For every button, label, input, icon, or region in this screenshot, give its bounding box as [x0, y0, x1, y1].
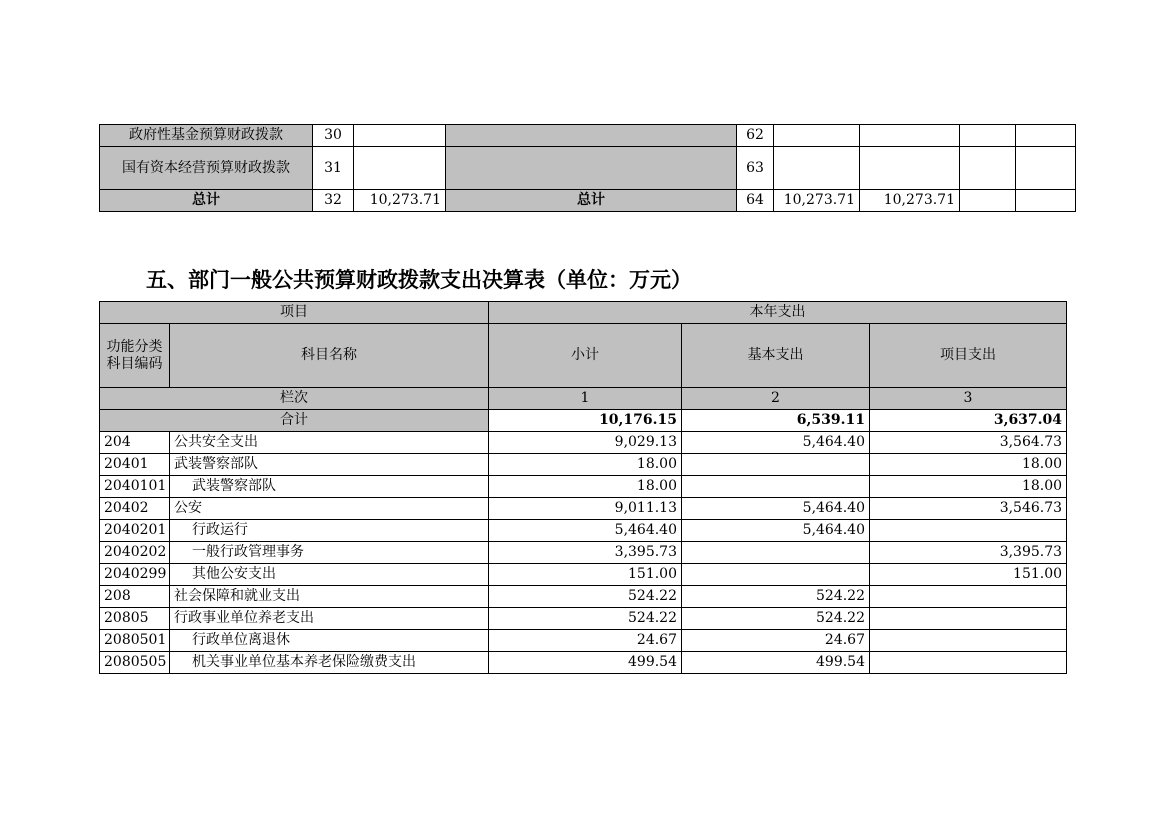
right-label	[446, 147, 737, 190]
row-name: 行政运行	[170, 520, 489, 542]
row-basic	[682, 454, 870, 476]
header-row	[100, 324, 1067, 388]
left-amount	[354, 147, 446, 190]
total-label: 合计	[100, 410, 489, 432]
row-subtotal: 18.00	[489, 454, 682, 476]
right-total-amount-b: 10,273.71	[860, 190, 960, 212]
left-label: 国有资本经营预算财政拨款	[100, 147, 313, 190]
row-subtotal: 3,395.73	[489, 542, 682, 564]
right-line-no: 64	[737, 190, 774, 212]
row-project: 18.00	[870, 476, 1067, 498]
row-name: 武装警察部队	[170, 476, 489, 498]
row-project: 151.00	[870, 564, 1067, 586]
row-project	[870, 608, 1067, 630]
table-row	[100, 125, 1076, 147]
row-name: 机关事业单位基本养老保险缴费支出	[170, 652, 489, 674]
left-total-amount: 10,273.71	[354, 190, 446, 212]
total-row	[100, 190, 1076, 212]
row-subtotal: 499.54	[489, 652, 682, 674]
expenditure-table	[99, 301, 1067, 674]
row-project	[870, 630, 1067, 652]
row-code: 2040202	[100, 542, 170, 564]
row-name: 一般行政管理事务	[170, 542, 489, 564]
right-amount-c	[960, 125, 1016, 147]
row-code: 20402	[100, 498, 170, 520]
row-subtotal: 9,011.13	[489, 498, 682, 520]
table-row	[100, 454, 1067, 476]
row-code: 2080501	[100, 630, 170, 652]
row-project: 3,395.73	[870, 542, 1067, 564]
column-number: 3	[870, 388, 1067, 410]
row-code: 204	[100, 432, 170, 454]
row-subtotal: 5,464.40	[489, 520, 682, 542]
row-code: 2040201	[100, 520, 170, 542]
right-total-amount-c	[960, 190, 1016, 212]
row-basic: 5,464.40	[682, 498, 870, 520]
header-subtotal: 小计	[489, 324, 682, 388]
total-row	[100, 410, 1067, 432]
row-code: 2040299	[100, 564, 170, 586]
row-name: 公共安全支出	[170, 432, 489, 454]
row-basic	[682, 542, 870, 564]
right-amount-a	[774, 125, 860, 147]
total-label-left: 总计	[100, 190, 313, 212]
right-amount-d	[1016, 125, 1076, 147]
column-number-row	[100, 388, 1067, 410]
header-function-code: 功能分类科目编码	[100, 324, 170, 388]
row-basic	[682, 476, 870, 498]
row-basic: 24.67	[682, 630, 870, 652]
row-project	[870, 652, 1067, 674]
row-subtotal: 524.22	[489, 608, 682, 630]
table-row	[100, 476, 1067, 498]
row-basic: 499.54	[682, 652, 870, 674]
header-subject-name: 科目名称	[170, 324, 489, 388]
column-number: 2	[682, 388, 870, 410]
column-label: 栏次	[100, 388, 489, 410]
header-row	[100, 302, 1067, 324]
table-row	[100, 498, 1067, 520]
right-label	[446, 125, 737, 147]
header-basic-expense: 基本支出	[682, 324, 870, 388]
header-item: 项目	[100, 302, 489, 324]
row-name: 行政单位离退休	[170, 630, 489, 652]
row-subtotal: 524.22	[489, 586, 682, 608]
total-basic: 6,539.11	[682, 410, 870, 432]
total-label-right: 总计	[446, 190, 737, 212]
row-subtotal: 18.00	[489, 476, 682, 498]
row-subtotal: 151.00	[489, 564, 682, 586]
table-row	[100, 652, 1067, 674]
right-amount-c	[960, 147, 1016, 190]
left-line-no: 32	[313, 190, 354, 212]
row-name: 武装警察部队	[170, 454, 489, 476]
right-line-no: 62	[737, 125, 774, 147]
left-label: 政府性基金预算财政拨款	[100, 125, 313, 147]
row-subtotal: 9,029.13	[489, 432, 682, 454]
row-code: 2040101	[100, 476, 170, 498]
row-code: 20805	[100, 608, 170, 630]
row-code: 20401	[100, 454, 170, 476]
table-row	[100, 564, 1067, 586]
row-name: 公安	[170, 498, 489, 520]
row-basic: 524.22	[682, 608, 870, 630]
table-row	[100, 542, 1067, 564]
row-basic: 5,464.40	[682, 520, 870, 542]
row-project	[870, 520, 1067, 542]
left-line-no: 31	[313, 147, 354, 190]
row-project: 18.00	[870, 454, 1067, 476]
column-number: 1	[489, 388, 682, 410]
right-amount-b	[860, 125, 960, 147]
row-project	[870, 586, 1067, 608]
header-project-expense: 项目支出	[870, 324, 1067, 388]
income-expense-summary-table	[99, 124, 1076, 212]
table-row	[100, 432, 1067, 454]
row-name: 行政事业单位养老支出	[170, 608, 489, 630]
row-basic: 5,464.40	[682, 432, 870, 454]
row-project: 3,546.73	[870, 498, 1067, 520]
table-row	[100, 608, 1067, 630]
section-title: 五、部门一般公共预算财政拨款支出决算表（单位：万元）	[146, 268, 692, 292]
left-line-no: 30	[313, 125, 354, 147]
table-row	[100, 630, 1067, 652]
table-row	[100, 147, 1076, 190]
right-amount-b	[860, 147, 960, 190]
left-amount	[354, 125, 446, 147]
total-subtotal: 10,176.15	[489, 410, 682, 432]
right-amount-d	[1016, 147, 1076, 190]
total-project: 3,637.04	[870, 410, 1067, 432]
row-name: 社会保障和就业支出	[170, 586, 489, 608]
right-total-amount-a: 10,273.71	[774, 190, 860, 212]
row-code: 2080505	[100, 652, 170, 674]
row-project: 3,564.73	[870, 432, 1067, 454]
row-code: 208	[100, 586, 170, 608]
right-amount-a	[774, 147, 860, 190]
right-total-amount-d	[1016, 190, 1076, 212]
row-subtotal: 24.67	[489, 630, 682, 652]
row-basic	[682, 564, 870, 586]
header-annual-expense: 本年支出	[489, 302, 1067, 324]
table-row	[100, 586, 1067, 608]
table-row	[100, 520, 1067, 542]
row-basic: 524.22	[682, 586, 870, 608]
row-name: 其他公安支出	[170, 564, 489, 586]
right-line-no: 63	[737, 147, 774, 190]
